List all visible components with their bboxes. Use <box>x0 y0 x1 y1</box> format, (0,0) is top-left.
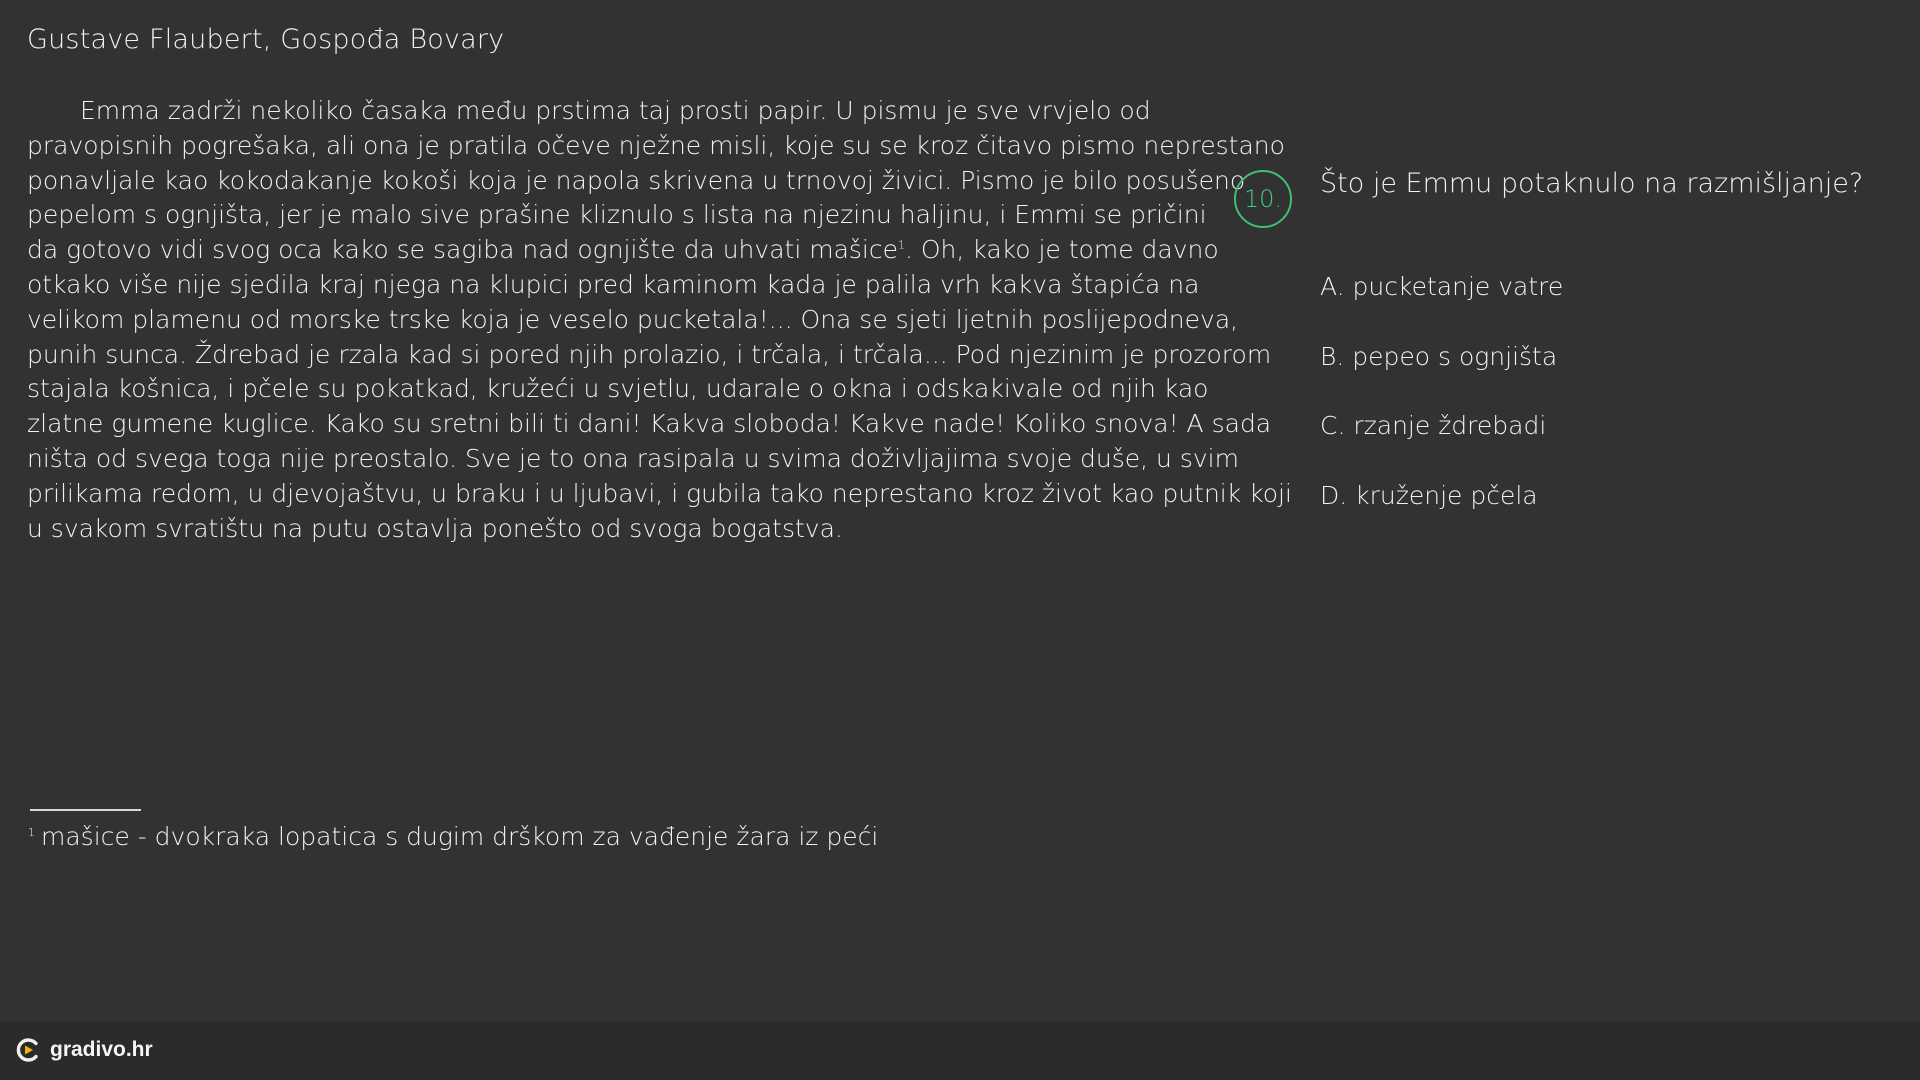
passage-line: prilikama redom, u djevojaštvu, u braku i u ljubavi, i gubila tako neprestano kroz život kao putnik koji <box>27 478 1292 508</box>
source-title: Gustave Flaubert, Gospođa Bovary <box>27 24 505 55</box>
gradivo-logo-icon <box>14 1036 42 1064</box>
passage-line: Emma zadrži nekoliko časaka među prstima taj prosti papir. U pismu je sve vrvjelo od <box>80 96 1151 125</box>
passage-line: pepelom s ognjišta, jer je malo sive prašine kliznulo s lista na njezinu haljinu, i Emmi se pričini <box>27 200 1207 230</box>
brand-name: gradivo.hr <box>50 1038 153 1061</box>
passage-line: ništa od svega toga nije preostalo. Sve je to ona rasipala u svima doživljajima svoje duše, u svim <box>27 443 1239 473</box>
footnote-text: mašice - dvokraka lopatica s dugim drškom za vađenje žara iz peći <box>41 822 879 851</box>
passage-line-text: da gotovo vidi svog oca kako se sagiba nad ognjište da uhvati mašice <box>27 235 898 265</box>
answer-list <box>1320 272 1563 550</box>
bottom-bar <box>0 1022 1920 1080</box>
brand-link[interactable] <box>14 1036 153 1064</box>
passage-line: zlatne gumene kuglice. Kako su sretni bili ti dani! Kakva sloboda! Kakve nade! Koliko snova! A sada <box>27 409 1272 439</box>
passage-line: otkako više nije sjedila kraj njega na klupici pred kaminom kada je palila vrh kakva štapića na <box>27 269 1200 299</box>
passage-line: u svakom svratištu na putu ostavlja ponešto od svoga bogatstva. <box>27 513 843 543</box>
question-number-badge: 10. <box>1234 170 1292 228</box>
passage-line: ponavljale kao kokodakanje kokoši koja je napola skrivena u trnovoj živici. Pismo je bilo posušeno <box>27 165 1246 195</box>
footnote-divider <box>30 809 141 811</box>
answer-option-b[interactable]: B. pepeo s ognjišta <box>1320 341 1558 371</box>
passage-line: stajala košnica, i pčele su pokatkad, kružeći u svjetlu, udarale o okna i odskakivale od njih kao <box>27 374 1209 404</box>
passage-line: pravopisnih pogrešaka, ali ona je pratila očeve nježne misli, koje su se kroz čitavo pismo neprestano <box>27 130 1285 160</box>
passage-line-with-footnote <box>27 233 1217 268</box>
answer-option-d[interactable]: D. kruženje pčela <box>1320 480 1538 510</box>
passage-line: velikom plamenu od morske trske koja je veselo pucketala!... Ona se sjeti ljetnih poslijepodneva, <box>27 304 1239 334</box>
answer-option-a[interactable]: A. pucketanje vatre <box>1320 272 1564 301</box>
passage-line: punih sunca. Ždrebad je rzala kad si pored njih prolazio, i trčala, i trčala... Pod njezinim je prozorom <box>27 339 1272 369</box>
passage-line-tail: . Oh, kako je tome davno <box>904 235 1219 265</box>
answer-option-c[interactable]: C. rzanje ždrebadi <box>1320 411 1547 440</box>
footnote-marker: 1 <box>28 825 35 839</box>
footnote <box>28 822 878 851</box>
footnote-reference: 1 <box>897 238 905 252</box>
question-text: Što je Emmu potaknulo na razmišljanje? <box>1320 168 1864 199</box>
